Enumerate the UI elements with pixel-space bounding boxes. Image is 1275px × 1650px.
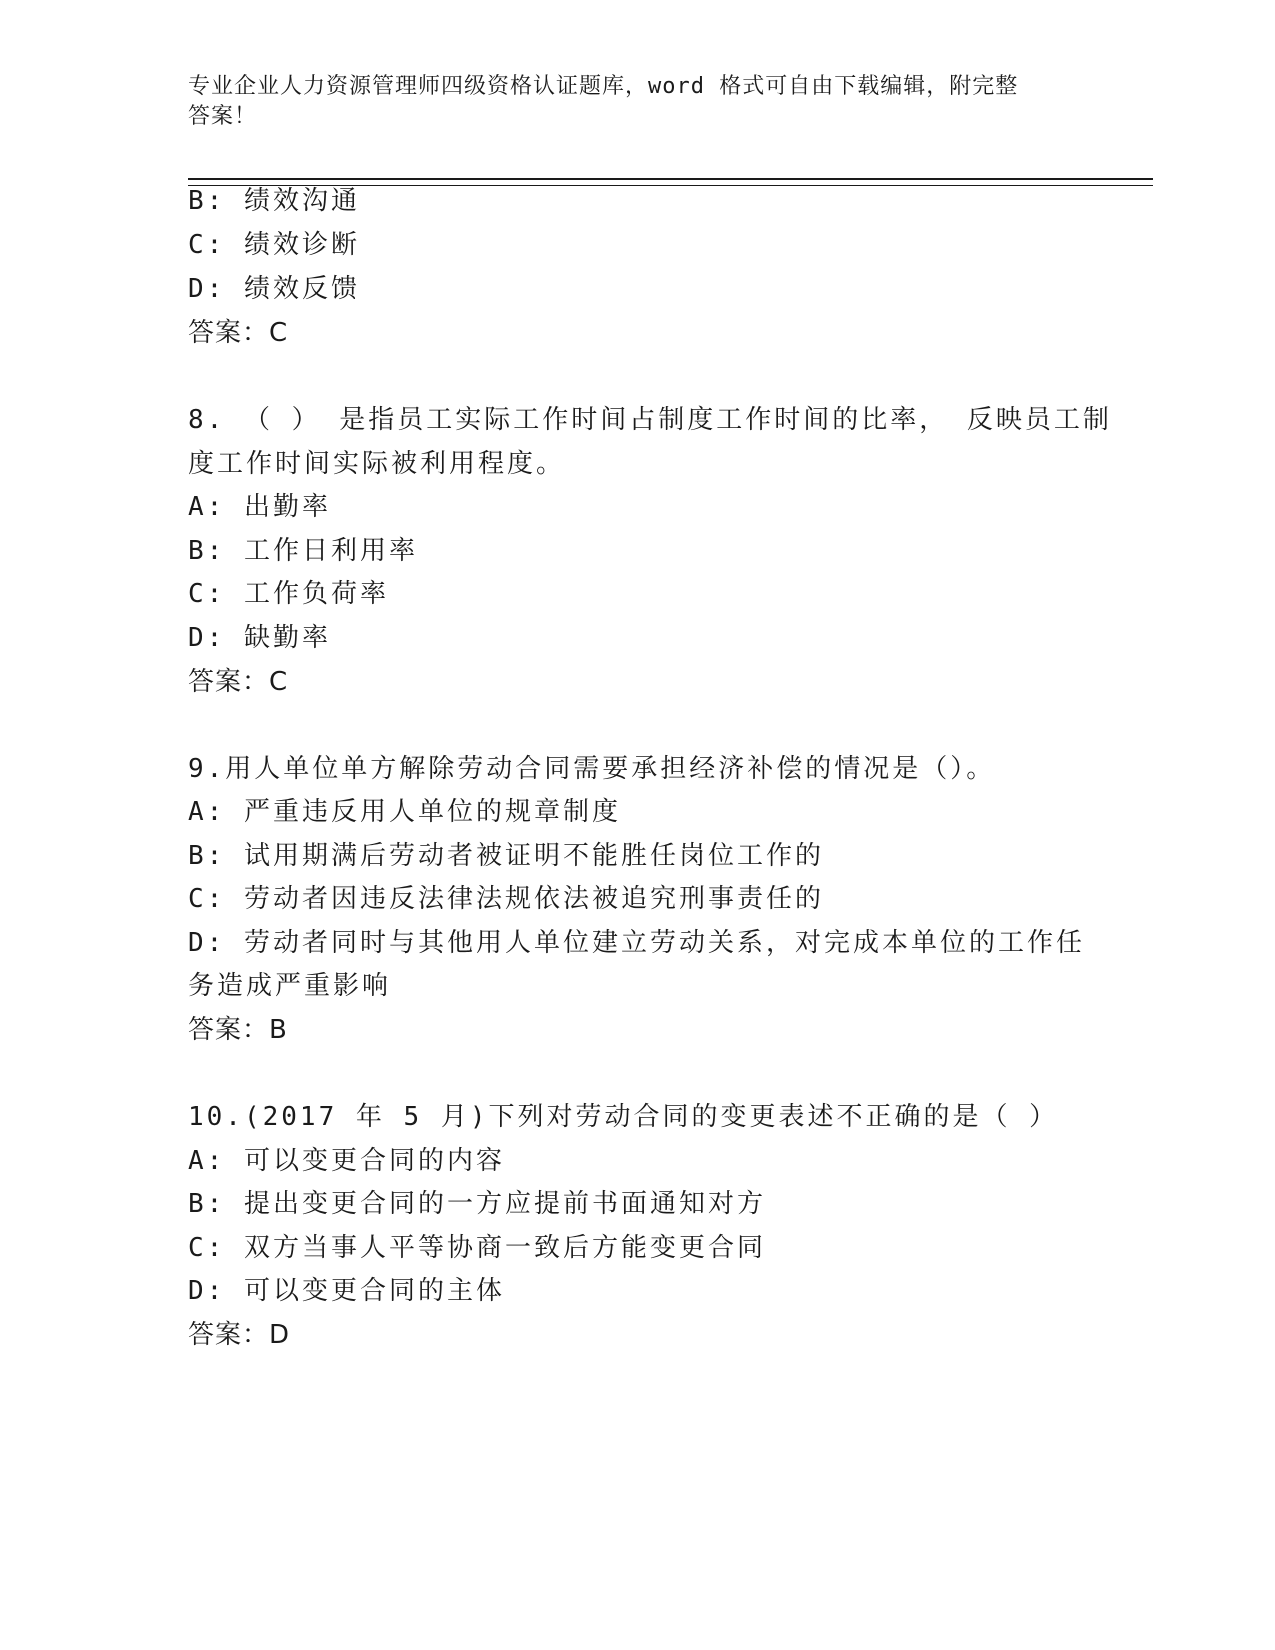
q8-option-a: A: 出勤率 — [188, 492, 331, 522]
q9-option-a: A: 严重违反用人单位的规章制度 — [188, 797, 621, 827]
q9-option-d-line-2: 务造成严重影响 — [188, 971, 392, 1001]
q8-stem-line-2: 度工作时间实际被利用程度。 — [188, 449, 566, 479]
q10-answer: 答案：D — [188, 1320, 291, 1350]
q10-stem: 10.(2017 年 5 月)下列对劳动合同的变更表述不正确的是（ ） — [188, 1102, 1059, 1132]
q9-answer: 答案：B — [188, 1015, 288, 1045]
q8-stem-line-1: 8. （ ） 是指员工实际工作时间占制度工作时间的比率， 反映员工制 — [188, 405, 1112, 435]
q10-option-a: A: 可以变更合同的内容 — [188, 1146, 505, 1176]
q8-option-d: D: 缺勤率 — [188, 623, 331, 653]
prev-option-c: C: 绩效诊断 — [188, 230, 360, 260]
header-divider — [188, 178, 1153, 186]
q9-option-d-line-1: D: 劳动者同时与其他用人单位建立劳动关系，对完成本单位的工作任 — [188, 928, 1085, 958]
prev-option-b: B: 绩效沟通 — [188, 186, 360, 216]
prev-answer: 答案：C — [188, 318, 289, 348]
q10-option-b: B: 提出变更合同的一方应提前书面通知对方 — [188, 1189, 766, 1219]
q8-option-b: B: 工作日利用率 — [188, 536, 418, 566]
q10-option-c: C: 双方当事人平等协商一致后方能变更合同 — [188, 1233, 766, 1263]
prev-option-d: D: 绩效反馈 — [188, 274, 360, 304]
q8-option-c: C: 工作负荷率 — [188, 579, 389, 609]
q9-stem: 9.用人单位单方解除劳动合同需要承担经济补偿的情况是（）。 — [188, 754, 996, 784]
header-line-1: 专业企业人力资源管理师四级资格认证题库，word 格式可自由下载编辑，附完整 — [188, 74, 1019, 99]
q9-option-b: B: 试用期满后劳动者被证明不能胜任岗位工作的 — [188, 841, 824, 871]
header-line-2: 答案！ — [188, 104, 258, 129]
q8-answer: 答案：C — [188, 667, 289, 697]
q9-option-c: C: 劳动者因违反法律法规依法被追究刑事责任的 — [188, 884, 824, 914]
q10-option-d: D: 可以变更合同的主体 — [188, 1276, 505, 1306]
document-header — [188, 72, 1068, 132]
